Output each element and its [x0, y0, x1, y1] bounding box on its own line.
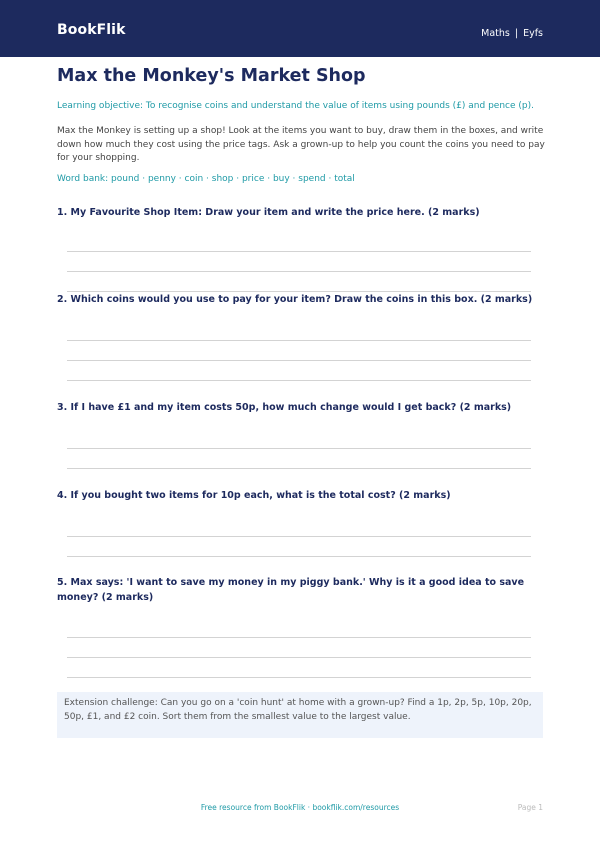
- brand-logo[interactable]: BookFlik: [57, 22, 126, 38]
- extension-challenge: Extension challenge: Can you go on a 'coin hunt' at home with a grown-up? Find a 1p, 2p, 5p, 10p, 20p, 50p, £1, and £2 coin. Sort them from the smallest value to the largest value.: [57, 692, 543, 738]
- intro-paragraph: Max the Monkey is setting up a shop! Look at the items you want to buy, draw them in the boxes, and write down how much they cost using the price tags. Ask a grown-up to help you count the coins you need to pay for your shopping.: [57, 126, 545, 163]
- answer-line[interactable]: [67, 380, 531, 381]
- page-header: [0, 0, 600, 57]
- answer-line[interactable]: [67, 448, 531, 449]
- word-bank: Word bank: pound · penny · coin · shop · price · buy · spend · total: [57, 174, 355, 184]
- meta-separator: |: [514, 28, 519, 39]
- header-meta: [481, 28, 543, 39]
- answer-line[interactable]: [67, 251, 531, 252]
- page-number: Page 1: [517, 803, 543, 812]
- level-label: Eyfs: [523, 28, 543, 39]
- answer-line[interactable]: [67, 271, 531, 272]
- footer-credit[interactable]: Free resource from BookFlik · bookflik.com/resources: [200, 803, 400, 812]
- answer-line[interactable]: [67, 360, 531, 361]
- answer-line[interactable]: [67, 536, 531, 537]
- answer-line[interactable]: [67, 637, 531, 638]
- answer-line[interactable]: [67, 677, 531, 678]
- question-1: 1. My Favourite Shop Item: Draw your item and write the price here. (2 marks): [57, 207, 480, 218]
- answer-line[interactable]: [67, 556, 531, 557]
- question-3: 3. If I have £1 and my item costs 50p, how much change would I get back? (2 marks): [57, 400, 543, 415]
- question-2: 2. Which coins would you use to pay for your item? Draw the coins in this box. (2 marks): [57, 292, 543, 307]
- answer-line[interactable]: [67, 657, 531, 658]
- learning-objective: Learning objective: To recognise coins and understand the value of items using pounds (£) and pence (p).: [57, 101, 534, 111]
- worksheet-title: Max the Monkey's Market Shop: [57, 66, 366, 86]
- answer-line[interactable]: [67, 340, 531, 341]
- answer-line[interactable]: [67, 468, 531, 469]
- subject-label: Maths: [481, 28, 510, 39]
- question-4: 4. If you bought two items for 10p each, what is the total cost? (2 marks): [57, 488, 543, 503]
- question-5: 5. Max says: 'I want to save my money in my piggy bank.' Why is it a good idea to save money? (2 marks): [57, 575, 543, 605]
